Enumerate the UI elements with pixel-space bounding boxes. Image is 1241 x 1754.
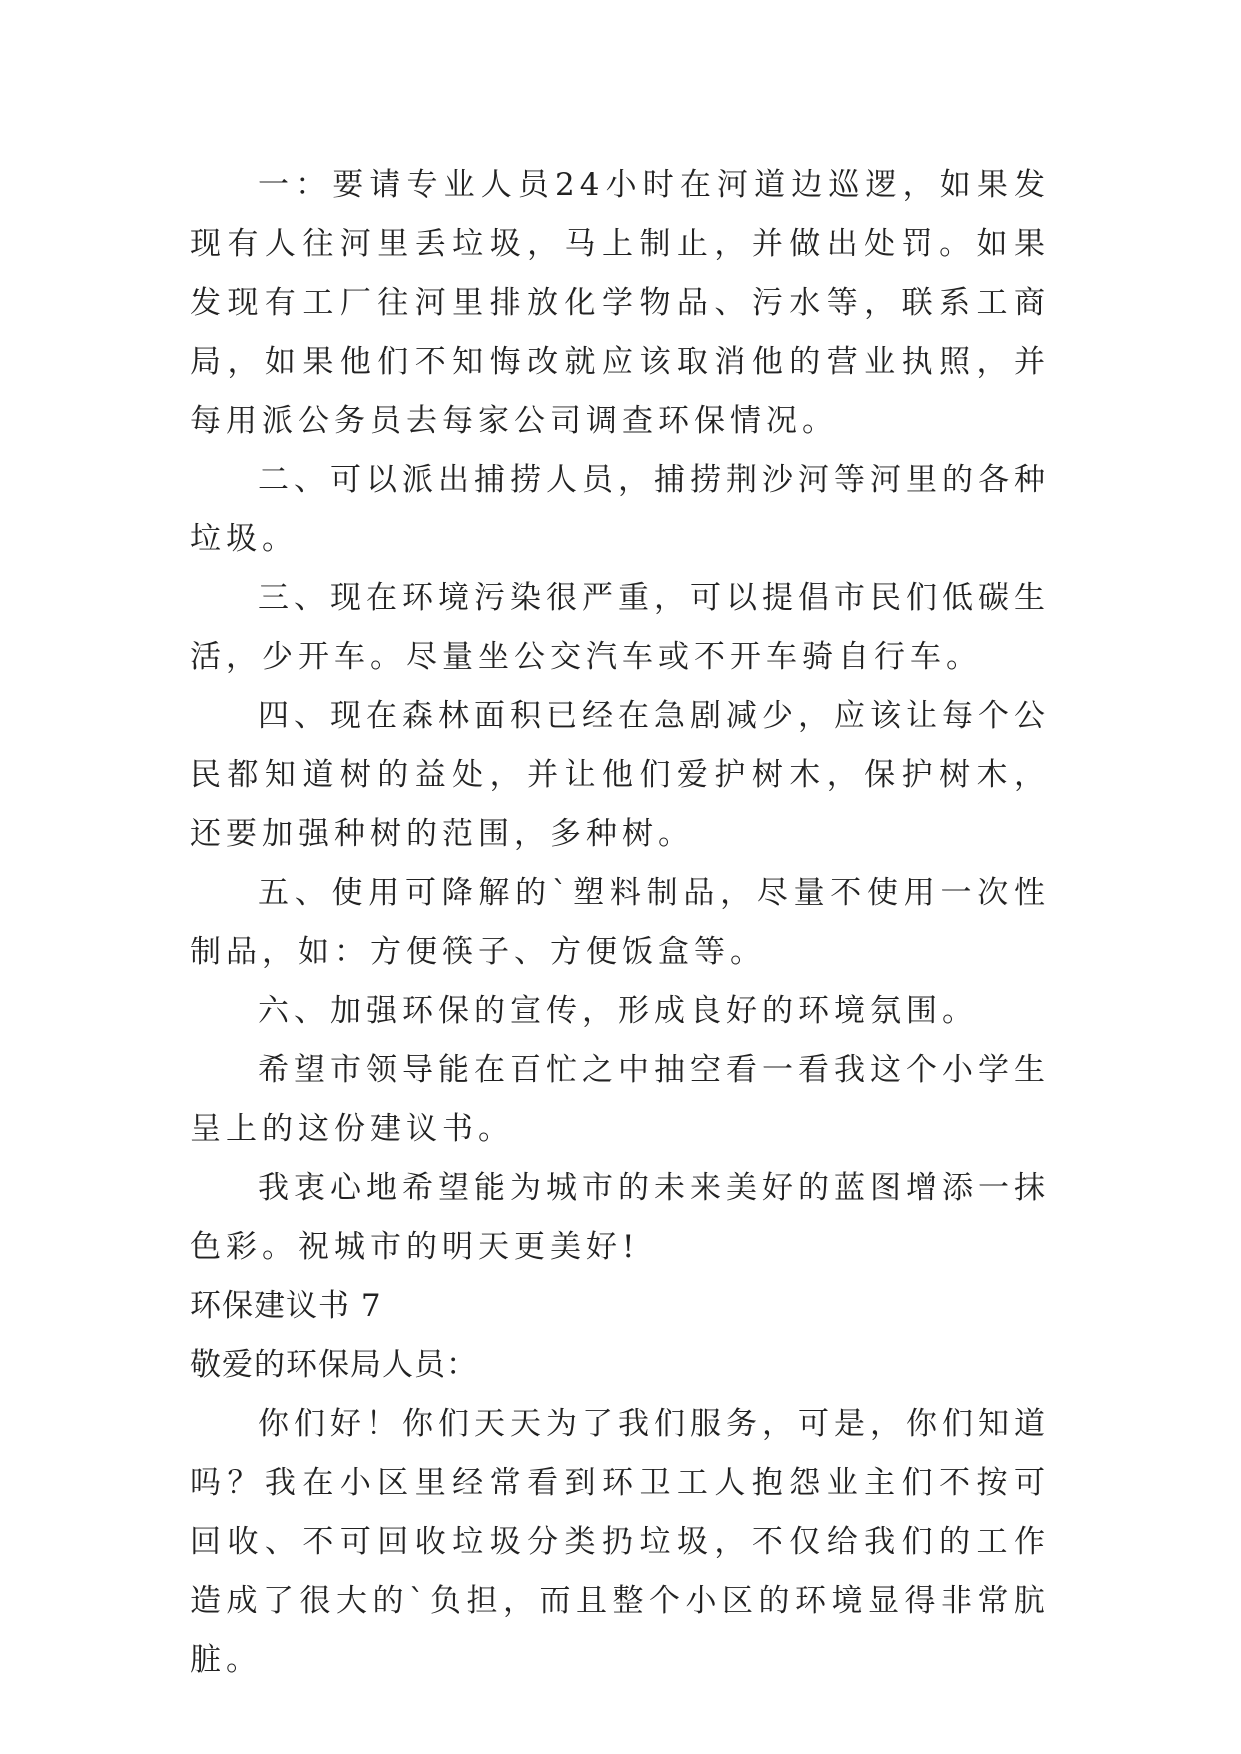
paragraph-closing-wish: 我衷心地希望能为城市的未来美好的蓝图增添一抹色彩。祝城市的明天更美好! [190, 1170, 1050, 1265]
paragraph-suggestion-6: 六、加强环保的宣传，形成良好的环境氛围。 [258, 993, 978, 1029]
paragraph-suggestion-4: 四、现在森林面积已经在急剧减少，应该让每个公民都知道树的益处，并让他们爱护树木，保护树木，还要加强种树的范围，多种树。 [190, 698, 1050, 852]
salutation: 敬爱的环保局人员： [190, 1347, 478, 1383]
paragraph-suggestion-2: 二、可以派出捕捞人员，捕捞荆沙河等河里的各种垃圾。 [190, 462, 1050, 557]
paragraph-suggestion-3: 三、现在环境污染很严重，可以提倡市民们低碳生活，少开车。尽量坐公交汽车或不开车骑自行车。 [190, 580, 1050, 675]
paragraph-closing-hope: 希望市领导能在百忙之中抽空看一看我这个小学生呈上的这份建议书。 [190, 1052, 1050, 1147]
document-body [190, 156, 1050, 1690]
letter-paragraph-1: 你们好！你们天天为了我们服务，可是，你们知道吗？我在小区里经常看到环卫工人抱怨业主们不按可回收、不可回收垃圾分类扔垃圾，不仅给我们的工作造成了很大的`负担，而且整个小区的环境显得非常肮脏。 [190, 1406, 1050, 1678]
paragraph-suggestion-5: 五、使用可降解的`塑料制品，尽量不使用一次性制品，如：方便筷子、方便饭盒等。 [190, 875, 1050, 970]
section-title: 环保建议书 7 [190, 1288, 382, 1324]
paragraph-suggestion-1: 一：要请专业人员24小时在河道边巡逻，如果发现有人往河里丢垃圾，马上制止，并做出处罚。如果发现有工厂往河里排放化学物品、污水等，联系工商局，如果他们不知悔改就应该取消他的营业执照，并每用派公务员去每家公司调查环保情况。 [190, 167, 1050, 439]
